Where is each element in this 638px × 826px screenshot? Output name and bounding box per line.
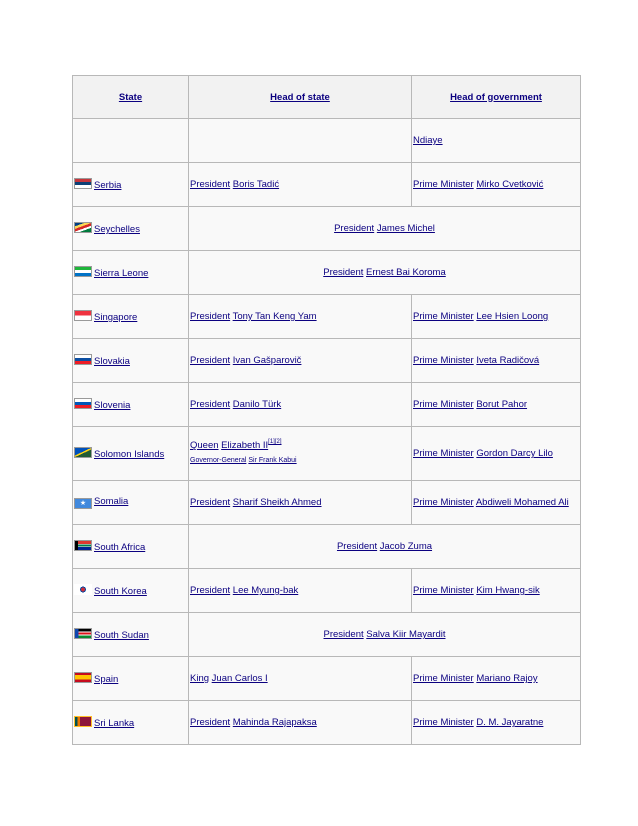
table-row — [73, 613, 581, 657]
person-link[interactable]: Lee Hsien Loong — [476, 311, 549, 322]
person-link[interactable]: Lee Myung-bak — [232, 585, 299, 596]
head-of-government-cell — [412, 569, 581, 613]
person-link[interactable]: Boris Tadić — [232, 179, 280, 190]
title-link[interactable]: President — [190, 179, 231, 190]
person-link[interactable]: Mirko Cvetković — [476, 179, 544, 190]
spain-flag-icon — [74, 672, 92, 683]
state-cell — [73, 339, 189, 383]
state-cell — [73, 427, 189, 481]
table-row — [73, 163, 581, 207]
person-link[interactable]: Abdiweli Mohamed Ali — [475, 497, 569, 508]
heads-of-state-table — [72, 75, 581, 745]
title-link[interactable]: President — [323, 629, 364, 640]
state-link[interactable]: Spain — [94, 674, 119, 685]
state-link[interactable]: South Sudan — [94, 630, 149, 641]
head-of-state-cell — [189, 295, 412, 339]
person-link[interactable]: D. M. Jayaratne — [476, 717, 544, 728]
state-link[interactable]: Sierra Leone — [94, 268, 149, 279]
head-of-government-cell — [412, 339, 581, 383]
state-link[interactable]: Somalia — [94, 496, 129, 507]
government-name-link[interactable]: Ndiaye — [413, 135, 443, 146]
title-link[interactable]: Prime Minister — [413, 585, 474, 596]
state-cell — [73, 701, 189, 745]
merged-head-cell — [189, 525, 581, 569]
seychelles-flag-icon — [74, 222, 92, 233]
title-link[interactable]: Queen — [190, 440, 219, 451]
serbia-flag-icon — [74, 178, 92, 189]
person-link[interactable]: Danilo Türk — [232, 399, 282, 410]
person-link[interactable]: Kim Hwang-sik — [476, 585, 540, 596]
person-link[interactable]: Sir Frank Kabui — [248, 457, 297, 464]
state-link[interactable]: Seychelles — [94, 224, 140, 235]
person-link[interactable]: Salva Kiir Mayardit — [366, 629, 446, 640]
state-cell — [73, 251, 189, 295]
title-link[interactable]: Prime Minister — [413, 673, 474, 684]
title-link[interactable]: President — [190, 399, 231, 410]
state-link[interactable]: South Korea — [94, 586, 147, 597]
state-cell — [73, 383, 189, 427]
title-link[interactable]: President — [336, 541, 378, 552]
head-of-state-cell — [189, 383, 412, 427]
head-of-government-cell — [412, 163, 581, 207]
table-row — [73, 569, 581, 613]
person-link[interactable]: Ivan Gašparovič — [232, 355, 302, 366]
merged-head-cell — [189, 207, 581, 251]
person-link[interactable]: Jacob Zuma — [379, 541, 433, 552]
table-row — [73, 251, 581, 295]
head-of-government-cell — [412, 383, 581, 427]
title-link[interactable]: President — [190, 311, 231, 322]
head-of-government-cell — [412, 701, 581, 745]
south-sudan-flag-icon — [74, 628, 92, 639]
head-of-state-cell — [189, 119, 412, 163]
person-link[interactable]: Borut Pahor — [476, 399, 528, 410]
head-of-government-cell — [412, 657, 581, 701]
singapore-flag-icon — [74, 310, 92, 321]
table-row — [73, 207, 581, 251]
person-link[interactable]: Ernest Bai Koroma — [366, 267, 446, 278]
person-link[interactable]: Mariano Rajoy — [476, 673, 538, 684]
header-state[interactable]: State — [73, 76, 189, 119]
title-link[interactable]: Prime Minister — [413, 448, 474, 459]
table-row — [73, 339, 581, 383]
head-of-state-cell — [189, 657, 412, 701]
state-cell — [73, 525, 189, 569]
person-link[interactable]: Tony Tan Keng Yam — [232, 311, 317, 322]
sri-lanka-flag-icon — [74, 716, 92, 727]
head-of-government-cell — [412, 295, 581, 339]
state-cell — [73, 295, 189, 339]
header-head-of-government[interactable]: Head of government — [412, 76, 581, 119]
state-cell — [73, 163, 189, 207]
state-cell — [73, 481, 189, 525]
title-link[interactable]: President — [190, 585, 231, 596]
state-link[interactable]: Slovenia — [94, 400, 131, 411]
head-of-state-cell — [189, 701, 412, 745]
solomon-islands-flag-icon — [74, 447, 92, 458]
state-cell — [73, 119, 189, 163]
title-link[interactable]: President — [334, 223, 375, 234]
reference-link[interactable]: [1][2] — [268, 439, 282, 445]
head-of-government-cell — [412, 481, 581, 525]
table-row — [73, 383, 581, 427]
head-of-government-cell — [412, 119, 581, 163]
table-row — [73, 701, 581, 745]
title-link[interactable]: President — [190, 497, 231, 508]
state-cell — [73, 569, 189, 613]
title-link[interactable]: Prime Minister — [413, 497, 474, 508]
state-link[interactable]: Solomon Islands — [94, 449, 165, 460]
head-of-state-cell — [189, 339, 412, 383]
header-row — [73, 76, 581, 119]
person-link[interactable]: James Michel — [376, 223, 435, 234]
title-link[interactable]: Governor-General — [190, 457, 247, 464]
state-cell — [73, 613, 189, 657]
header-head-of-state[interactable]: Head of state — [189, 76, 412, 119]
person-link[interactable]: Sharif Sheikh Ahmed — [232, 497, 322, 508]
merged-head-cell — [189, 613, 581, 657]
state-link[interactable]: Serbia — [94, 180, 122, 191]
title-link[interactable]: President — [190, 717, 231, 728]
person-link[interactable]: Mahinda Rajapaksa — [232, 717, 317, 728]
slovakia-flag-icon — [74, 354, 92, 365]
head-of-state-cell — [189, 569, 412, 613]
title-link[interactable]: Prime Minister — [413, 355, 474, 366]
title-link[interactable]: King — [190, 673, 210, 684]
person-link[interactable]: Juan Carlos I — [211, 673, 268, 684]
title-link[interactable]: Prime Minister — [413, 399, 474, 410]
table-row — [73, 657, 581, 701]
merged-head-cell — [189, 251, 581, 295]
state-cell — [73, 657, 189, 701]
title-link[interactable]: Prime Minister — [413, 311, 474, 322]
table-row — [73, 295, 581, 339]
state-link[interactable]: South Africa — [94, 542, 146, 553]
state-cell — [73, 207, 189, 251]
head-of-state-cell — [189, 481, 412, 525]
table-row — [73, 481, 581, 525]
head-of-state-cell — [189, 163, 412, 207]
somalia-flag-icon: ★ — [74, 498, 92, 509]
person-link[interactable]: Elizabeth II — [221, 440, 269, 451]
south-korea-flag-icon — [74, 584, 92, 595]
state-link[interactable]: Singapore — [94, 312, 138, 323]
title-link[interactable]: Prime Minister — [413, 179, 474, 190]
head-of-government-cell — [412, 427, 581, 481]
table-row — [73, 119, 581, 163]
state-link[interactable]: Sri Lanka — [94, 718, 135, 729]
table-row — [73, 525, 581, 569]
sierra-leone-flag-icon — [74, 266, 92, 277]
title-link[interactable]: Prime Minister — [413, 717, 474, 728]
state-link[interactable]: Slovakia — [94, 356, 130, 367]
head-of-state-cell — [189, 427, 412, 481]
slovenia-flag-icon — [74, 398, 92, 409]
person-link[interactable]: Gordon Darcy Lilo — [476, 448, 553, 459]
title-link[interactable]: President — [190, 355, 231, 366]
title-link[interactable]: President — [323, 267, 364, 278]
person-link[interactable]: Iveta Radičová — [476, 355, 540, 366]
south-africa-flag-icon — [74, 540, 92, 551]
table-row — [73, 427, 581, 481]
